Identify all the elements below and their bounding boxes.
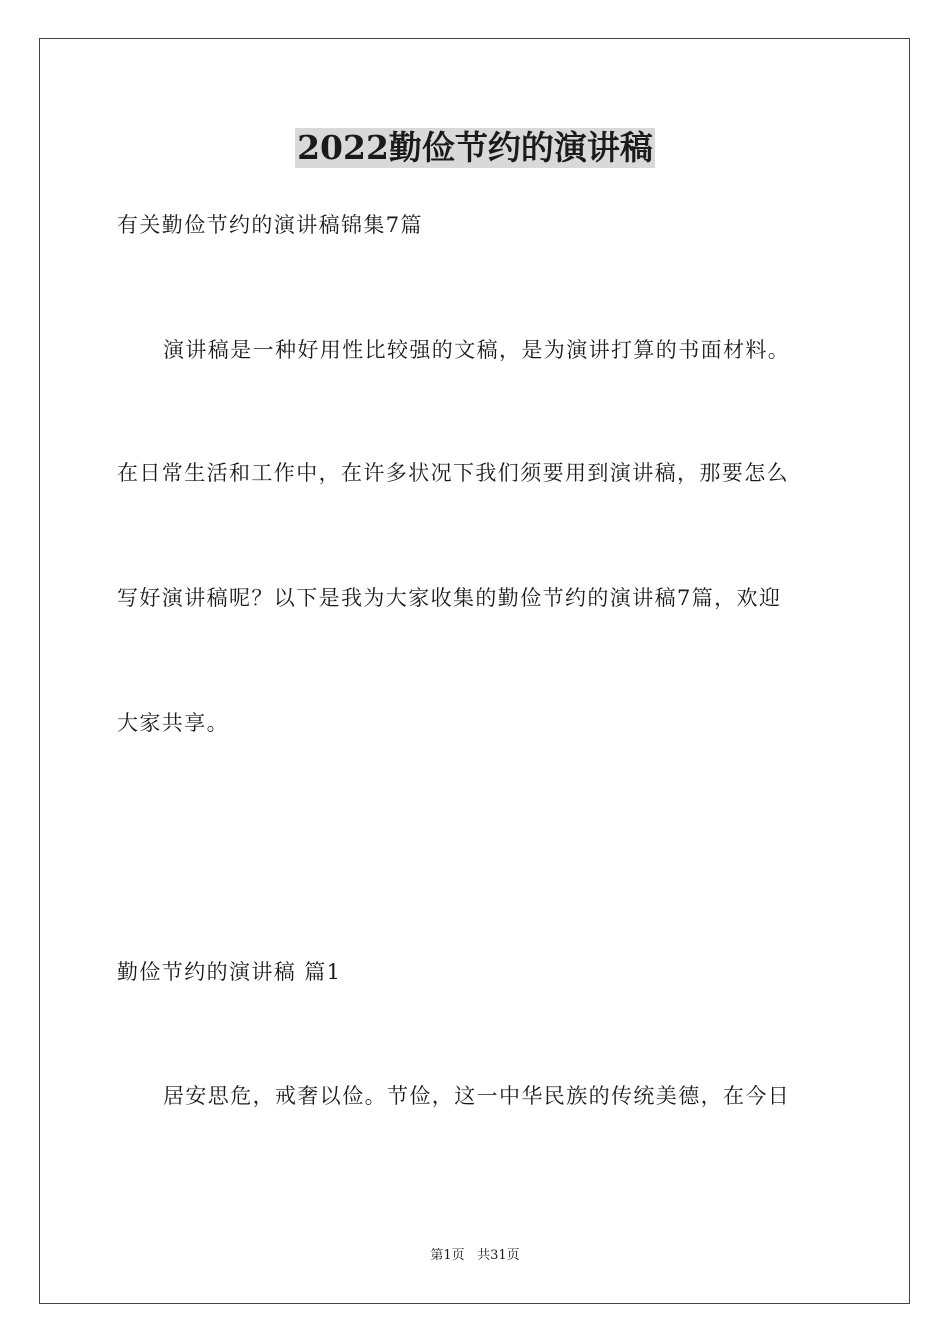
- document-subtitle: 有关勤俭节约的演讲稿锦集7篇: [117, 213, 423, 237]
- intro-line-4: 大家共享。: [117, 711, 229, 735]
- document-title: 2022勤俭节约的演讲稿: [297, 128, 653, 167]
- page-footer: [0, 1248, 950, 1264]
- intro-line-1: 演讲稿是一种好用性比较强的文稿，是为演讲打算的书面材料。: [163, 338, 791, 362]
- page-total: 共31页: [477, 1248, 520, 1263]
- section-line-1: 居安思危，戒奢以俭。节俭，这一中华民族的传统美德，在今日: [163, 1084, 791, 1108]
- title-wrap: [0, 128, 950, 168]
- page-number: 第1页: [430, 1248, 465, 1263]
- intro-line-2: 在日常生活和工作中，在许多状况下我们须要用到演讲稿，那要怎么: [117, 461, 789, 485]
- section-heading: 勤俭节约的演讲稿 篇1: [117, 960, 342, 984]
- intro-line-3: 写好演讲稿呢？以下是我为大家收集的勤俭节约的演讲稿7篇，欢迎: [117, 586, 782, 610]
